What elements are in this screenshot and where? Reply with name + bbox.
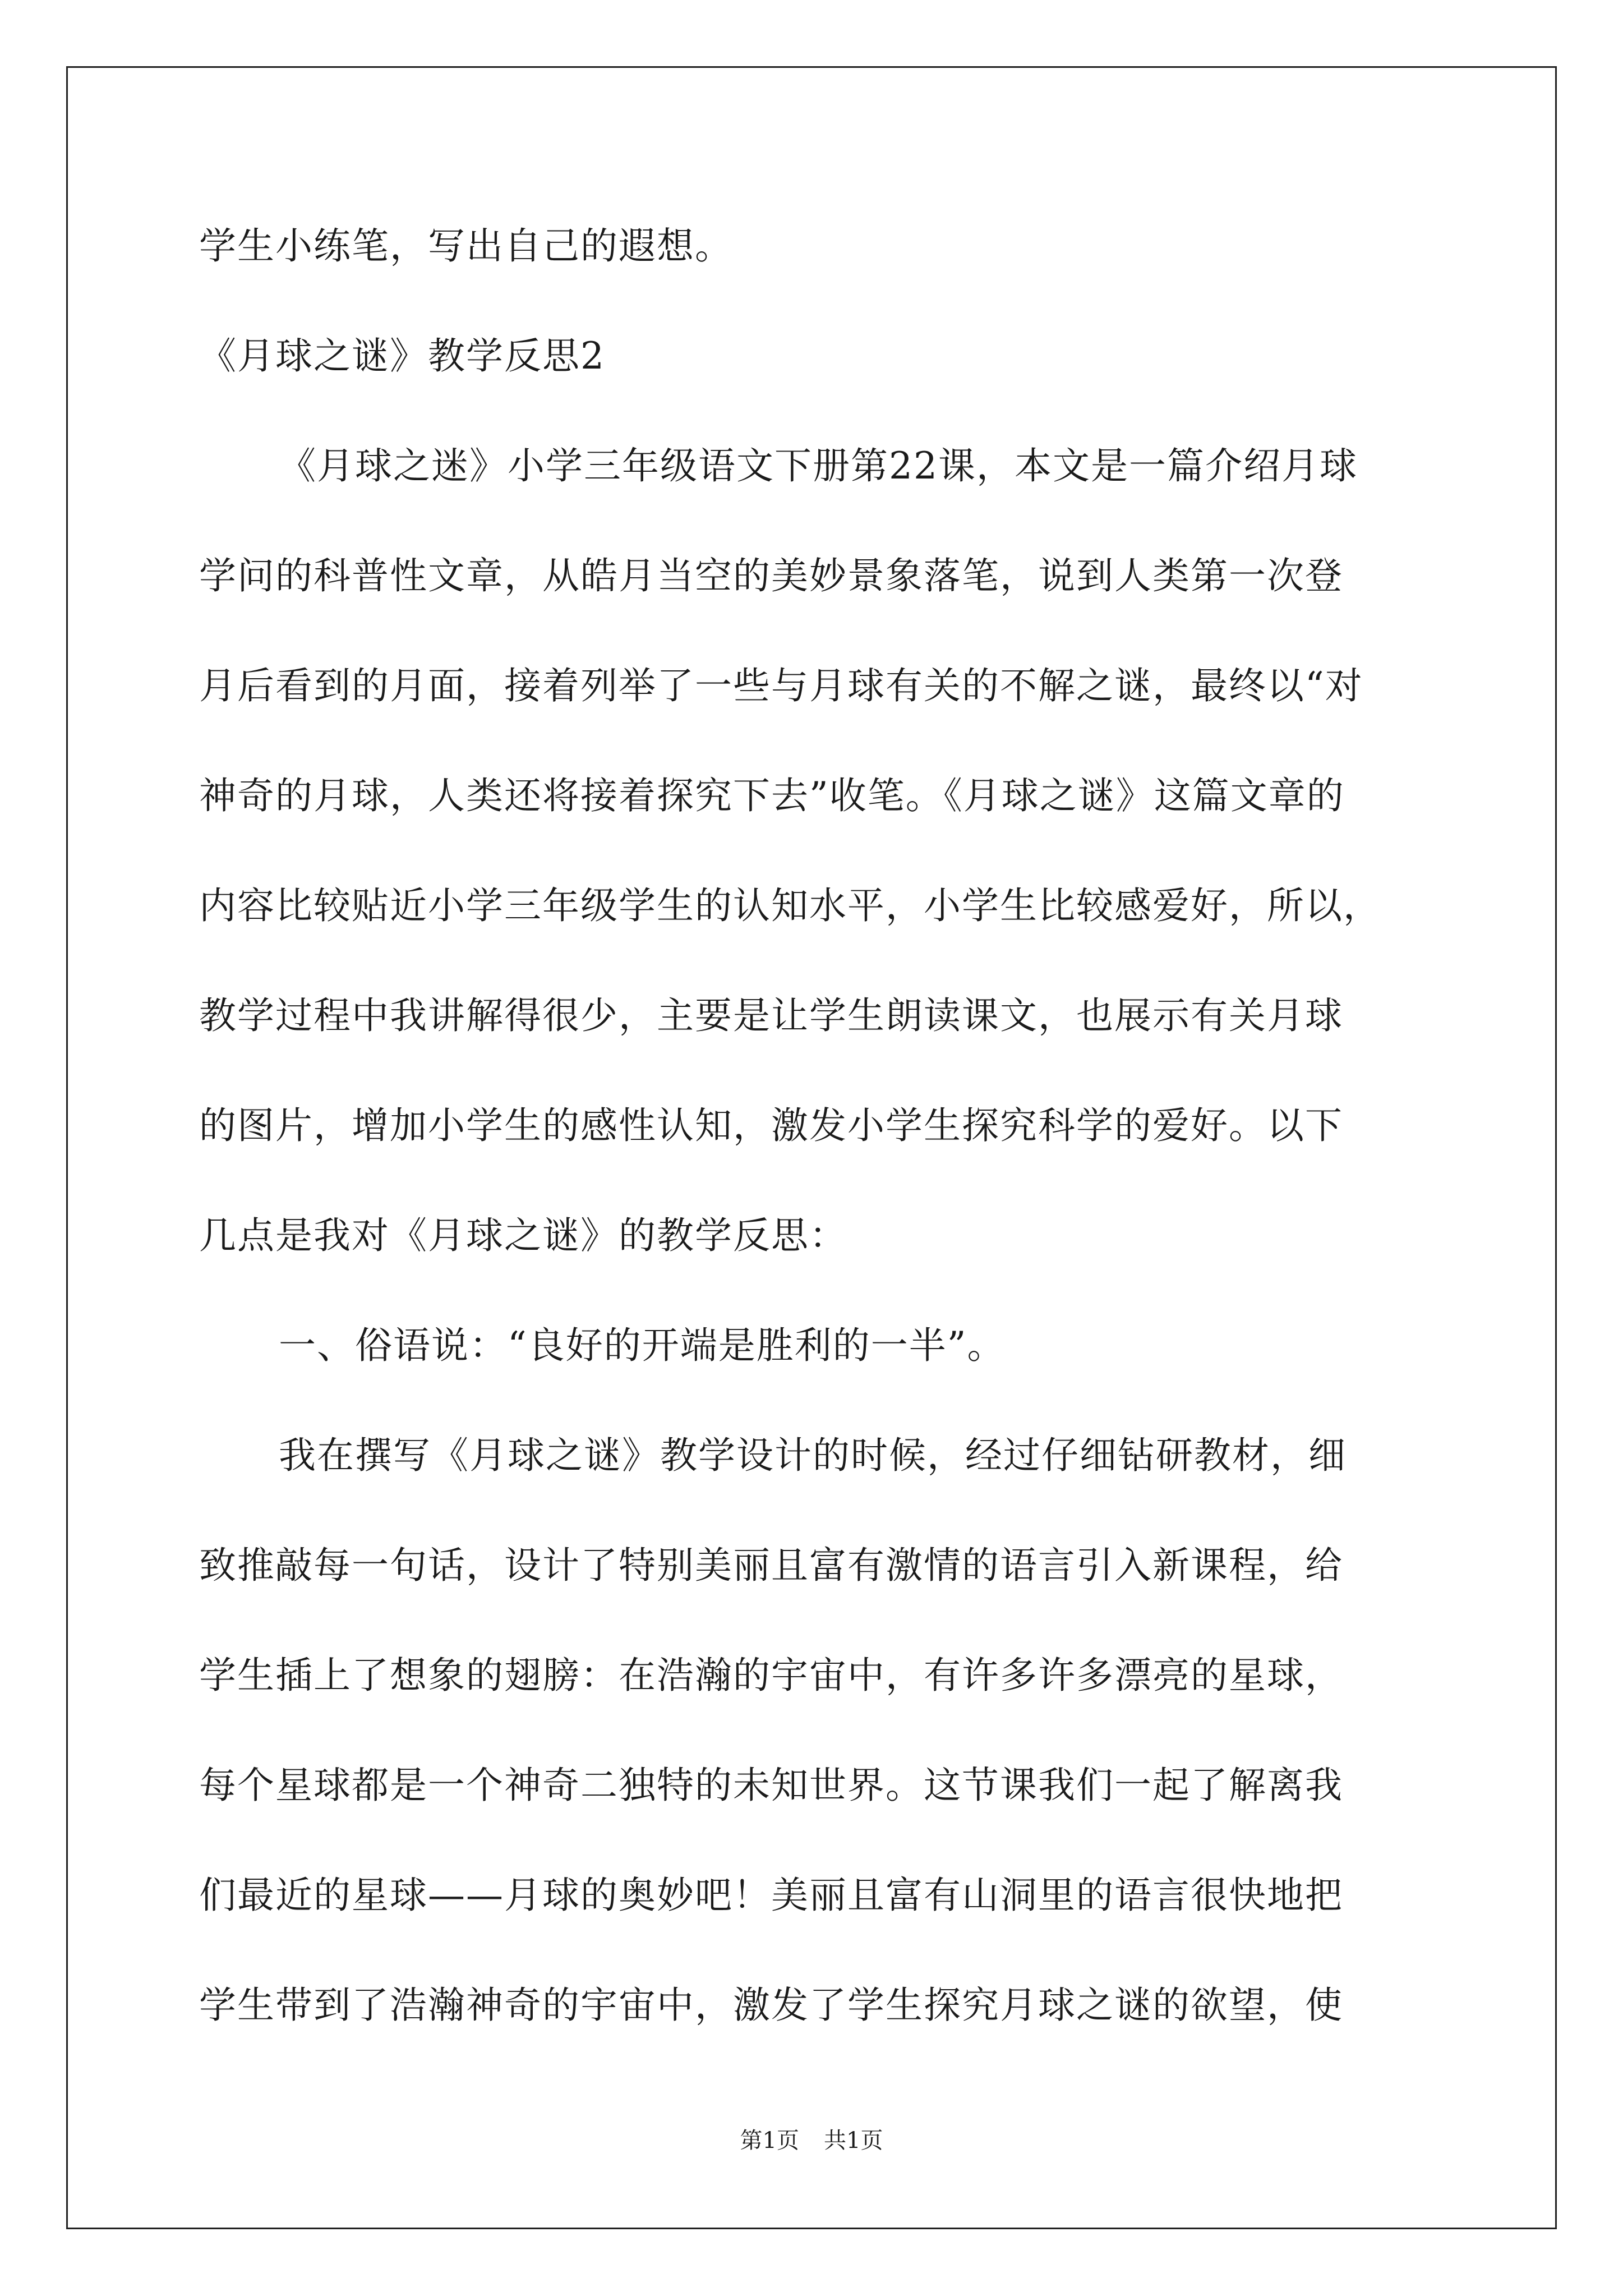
text-line: 学生小练笔，写出自己的遐想。: [199, 224, 733, 268]
paragraph-line: 们最近的星球——月球的奥妙吧！美丽且富有山洞里的语言很快地把: [199, 1874, 1343, 1917]
paragraph-line: 内容比较贴近小学三年级学生的认知水平，小学生比较感爱好，所以，: [199, 884, 1381, 927]
page-total: 共1页: [824, 2128, 883, 2154]
paragraph-line: 的图片，增加小学生的感性认知，激发小学生探究科学的爱好。以下: [199, 1104, 1343, 1147]
page-footer: [0, 2129, 1623, 2152]
paragraph-line: 几点是我对《月球之谜》的教学反思：: [199, 1214, 847, 1257]
paragraph-line: 学生带到了浩瀚神奇的宇宙中，激发了学生探究月球之谜的欲望，使: [199, 1984, 1343, 2027]
paragraph-line: 学生插上了想象的翅膀：在浩瀚的宇宙中，有许多许多漂亮的星球，: [199, 1654, 1343, 1697]
paragraph-line: 《月球之迷》小学三年级语文下册第22课，本文是一篇介绍月球: [279, 444, 1358, 487]
page-number: 第1页: [740, 2128, 799, 2154]
paragraph-line: 学问的科普性文章，从皓月当空的美妙景象落笔，说到人类第一次登: [199, 554, 1343, 597]
paragraph-line: 教学过程中我讲解得很少，主要是让学生朗读课文，也展示有关月球: [199, 994, 1343, 1037]
paragraph-line: 致推敲每一句话，设计了特别美丽且富有激情的语言引入新课程，给: [199, 1544, 1343, 1587]
paragraph-line: 我在撰写《月球之谜》教学设计的时候，经过仔细钻研教材，细: [279, 1434, 1347, 1477]
paragraph-line: 月后看到的月面，接着列举了一些与月球有关的不解之谜，最终以“对: [199, 664, 1363, 707]
paragraph-line: 神奇的月球，人类还将接着探究下去”收笔。《月球之谜》这篇文章的: [199, 774, 1345, 817]
section-heading: 《月球之谜》教学反思2: [199, 334, 605, 378]
subsection-heading: 一、俗语说：“良好的开端是胜利的一半”。: [279, 1324, 1006, 1367]
paragraph-line: 每个星球都是一个神奇二独特的未知世界。这节课我们一起了解离我: [199, 1764, 1343, 1807]
